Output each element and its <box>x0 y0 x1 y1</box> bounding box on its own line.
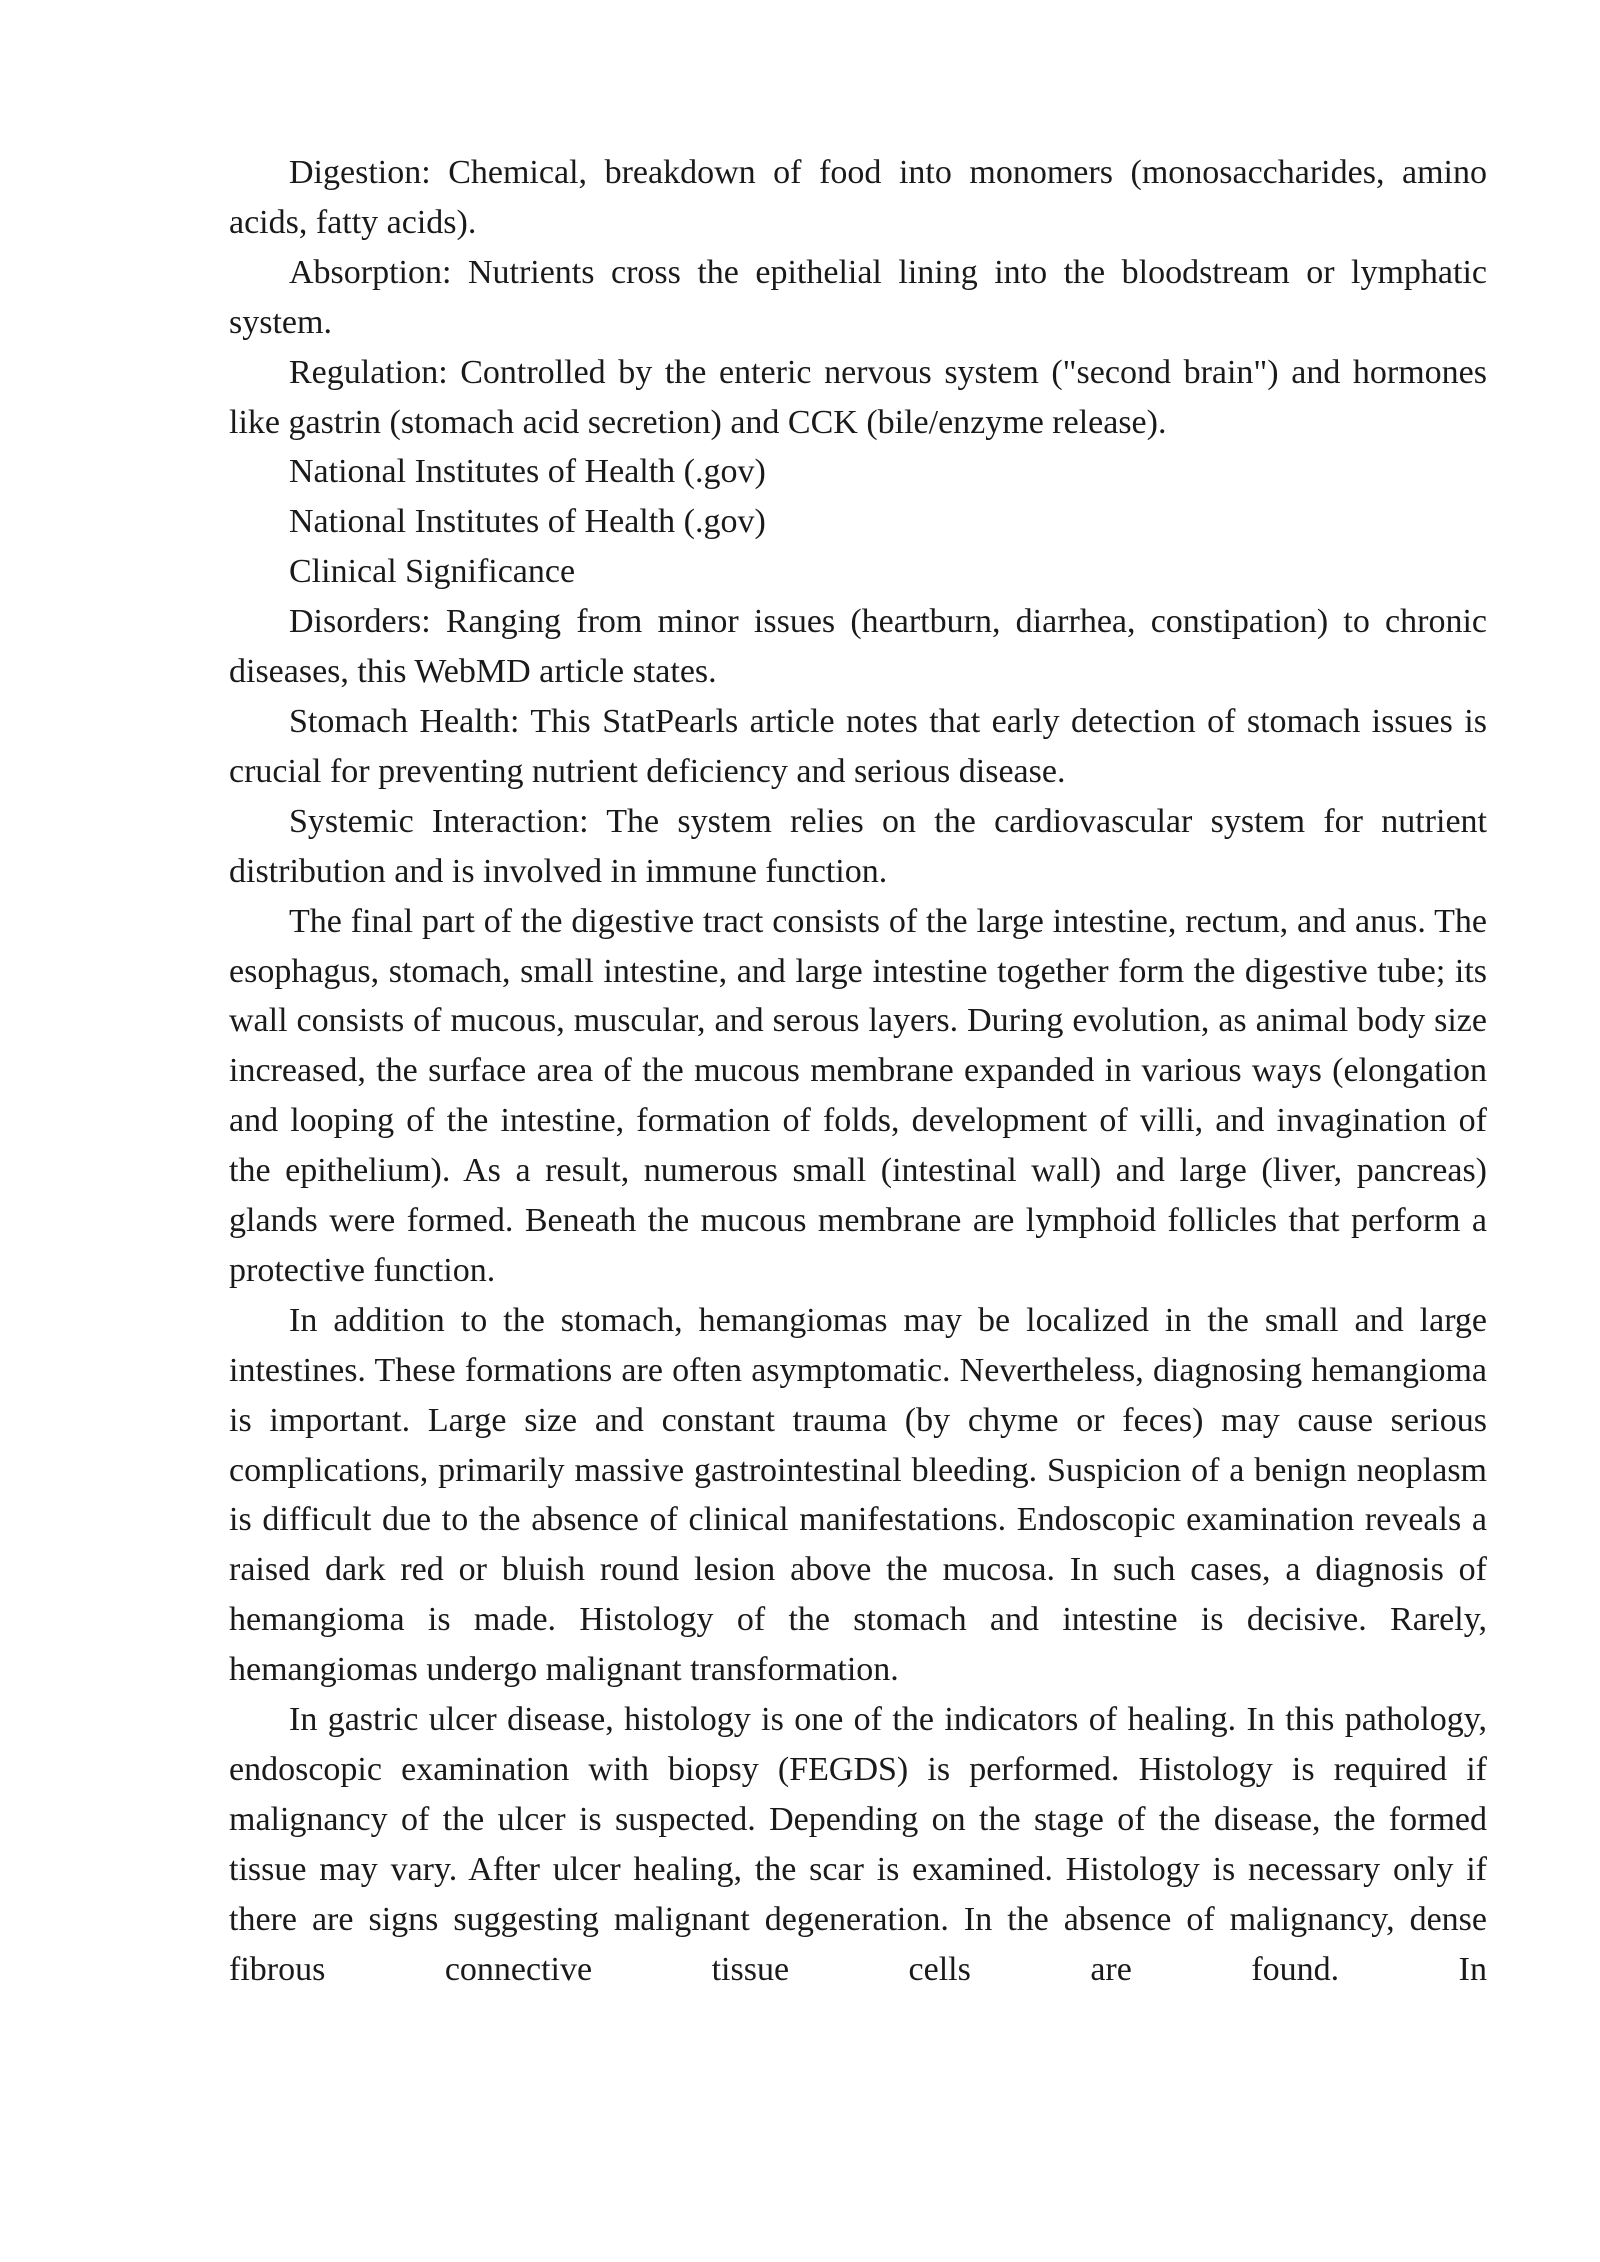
paragraph-stomach-health: Stomach Health: This StatPearls article notes that early detection of stomach issues is crucial for preventing nutrient deficiency and serious disease. <box>229 702 1487 790</box>
paragraph-digestive-tract: The final part of the digestive tract consists of the large intestine, rectum, and anus. The esophagus, stomach, small intestine, and large intestine together form the digestive tube; its wall consists of mucous, muscular, and serous layers. During evolution, as animal body size increased, the surface area of the mucous membrane expanded in various ways (elongation and looping of the intestine, formation of folds, development of villi, and invagination of the epithelium). As a result, numerous small (intestinal wall) and large (liver, pancreas) glands were formed. Beneath the mucous membrane are lymphoid follicles that perform a protective function. <box>229 902 1487 1289</box>
paragraph-digestion: Digestion: Chemical, breakdown of food into monomers (monosaccharides, amino acids, fatty acids). <box>229 154 1487 241</box>
paragraph-disorders: Disorders: Ranging from minor issues (heartburn, diarrhea, constipation) to chronic diseases, this WebMD article states. <box>229 603 1487 691</box>
document-page <box>229 148 1487 1995</box>
paragraph-regulation: Regulation: Controlled by the enteric nervous system ("second brain") and hormones like gastrin (stomach acid secretion) and CCK (bile/enzyme release). <box>229 353 1487 441</box>
paragraph-gastric-ulcer: In gastric ulcer disease, histology is one of the indicators of healing. In this pathology, endoscopic examination with biopsy (FEGDS) is performed. Histology is required if malignancy of the ulcer is suspected. Depending on the stage of the disease, the formed tissue may vary. After ulcer healing, the scar is examined. Histology is necessary only if there are signs suggesting malignant degeneration. In the absence of malignancy, dense fibrous connective tissue cells are found. In <box>229 1701 1487 1988</box>
source-line: National Institutes of Health (.gov) <box>289 453 766 491</box>
paragraph-systemic-interaction: Systemic Interaction: The system relies on the cardiovascular system for nutrient distribution and is involved in immune function. <box>229 802 1487 890</box>
paragraph-absorption: Absorption: Nutrients cross the epithelial lining into the bloodstream or lymphatic system. <box>229 253 1487 341</box>
section-heading: Clinical Significance <box>289 553 576 591</box>
paragraph-hemangiomas: In addition to the stomach, hemangiomas may be localized in the small and large intestines. These formations are often asymptomatic. Nevertheless, diagnosing hemangioma is important. Large size and constant trauma (by chyme or feces) may cause serious complications, primarily massive gastrointestinal bleeding. Suspicion of a benign neoplasm is difficult due to the absence of clinical manifestations. Endoscopic examination reveals a raised dark red or bluish round lesion above the mucosa. In such cases, a diagnosis of hemangioma is made. Histology of the stomach and intestine is decisive. Rarely, hemangiomas undergo malignant transformation. <box>229 1301 1487 1689</box>
source-line: National Institutes of Health (.gov) <box>289 503 766 541</box>
